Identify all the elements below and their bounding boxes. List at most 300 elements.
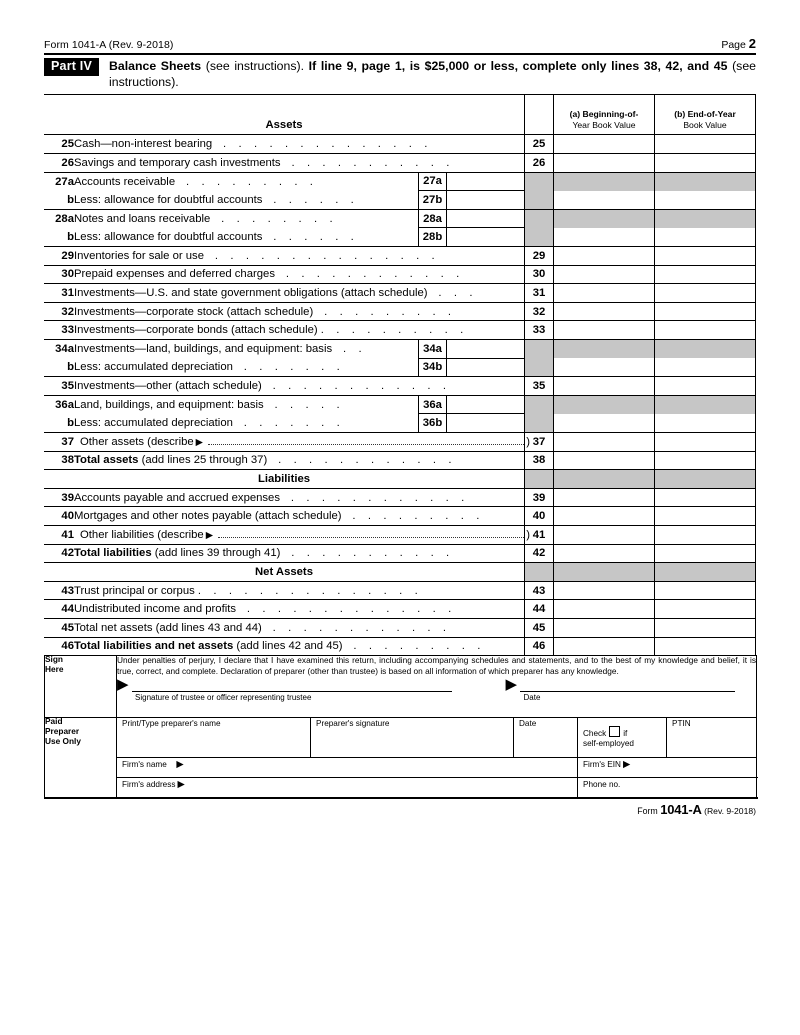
section-title-net-assets: Net Assets — [44, 563, 525, 582]
row-label: Undistributed income and profits — [74, 603, 237, 616]
dot-leader: . . . . . . . . . . . . — [264, 621, 451, 634]
row-label: Trust principal or corpus — [74, 584, 195, 597]
line-number: 29 — [525, 247, 554, 266]
column-header-row — [44, 95, 756, 135]
line-number-shaded — [525, 470, 554, 489]
row-label: Accounts receivable — [74, 175, 176, 188]
column-b-line1: (b) End-of-Year — [674, 109, 736, 120]
self-employed-line1 — [578, 726, 666, 738]
row-label: Prepaid expenses and deferred charges — [74, 268, 275, 281]
value-cell-b[interactable] — [655, 432, 756, 451]
row-label: Less: accumulated depreciation — [74, 416, 233, 429]
column-a-line1: (a) Beginning-of- — [569, 109, 639, 120]
value-cell-a[interactable] — [554, 247, 655, 266]
row-label: Investments—U.S. and state government obligations (attach schedule) — [74, 287, 428, 300]
row-label: Accounts payable and accrued expenses — [74, 491, 280, 504]
row-label: Less: accumulated depreciation — [74, 361, 233, 374]
value-cell-a[interactable] — [554, 488, 655, 507]
value-cell-a[interactable] — [554, 358, 655, 377]
paid-preparer-line3: Use Only — [45, 735, 81, 746]
table-row — [44, 228, 756, 247]
row-description — [74, 414, 419, 433]
table-row — [44, 618, 756, 637]
right-arrow-icon: ▶ — [195, 437, 203, 449]
firm-ein-field[interactable] — [578, 758, 757, 778]
part-title — [109, 58, 756, 90]
page-header — [44, 36, 756, 53]
value-cell-b[interactable] — [655, 191, 756, 210]
row-description — [74, 284, 525, 303]
row-description — [74, 302, 525, 321]
row-number: 43 — [44, 581, 74, 600]
value-cell-a[interactable] — [554, 544, 655, 563]
firm-address-label: Firm's address ▶ — [122, 779, 185, 791]
row-description — [74, 581, 525, 600]
row-description — [74, 544, 525, 563]
value-cell-b[interactable] — [655, 247, 756, 266]
row-number: 39 — [44, 488, 74, 507]
ptin-field[interactable] — [667, 717, 757, 758]
row-description — [74, 340, 419, 359]
dot-leader: . . . . . . . . . . . . — [270, 454, 457, 467]
table-row — [44, 637, 756, 656]
table-row — [44, 284, 756, 303]
dot-leader: . . . . . . . . . . . . — [264, 379, 451, 392]
firm-ein-label: Firm's EIN ▶ — [583, 759, 631, 771]
dot-leader: . . . . . . . . . — [344, 510, 484, 523]
column-a-header — [554, 95, 655, 135]
sub-line-number: 36b — [419, 414, 447, 433]
line-number: 30 — [525, 265, 554, 284]
row-number: 35 — [44, 377, 74, 396]
line-number: 44 — [525, 600, 554, 619]
row-label: Mortgages and other notes payable (attach schedule) — [74, 510, 342, 523]
row-description — [74, 321, 525, 340]
value-cell-b[interactable] — [655, 451, 756, 470]
dot-leader: . . . . . . . — [236, 416, 345, 429]
sub-value-cell[interactable] — [447, 228, 525, 247]
row-description — [74, 154, 525, 173]
footer-revision: (Rev. 9-2018) — [704, 806, 756, 817]
dot-leader: . . — [335, 343, 367, 356]
describe-field[interactable] — [74, 529, 530, 541]
value-cell-a[interactable] — [554, 377, 655, 396]
dot-leader: . . . . . . — [265, 193, 359, 206]
phone-field[interactable] — [578, 778, 757, 799]
row-label: Investments—corporate stock (attach schedule) — [74, 305, 314, 318]
line-number-shaded — [525, 340, 554, 377]
dot-leader: . . . . . . . . . . . . . . . — [197, 584, 423, 597]
row-description — [74, 135, 525, 154]
preparer-name-label: Print/Type preparer's name — [122, 719, 221, 729]
sign-here-label — [45, 655, 117, 718]
sub-line-number: 34a — [419, 340, 447, 359]
dot-leader: . . . . . . . . . . . . — [283, 491, 469, 504]
table-row — [44, 321, 756, 340]
value-cell-a-shaded — [554, 209, 655, 228]
sub-line-number: 36a — [419, 395, 447, 414]
check-word: Check — [583, 729, 607, 739]
signature-date-field[interactable] — [506, 677, 757, 718]
value-cell-b[interactable] — [655, 488, 756, 507]
if-word: if — [623, 729, 628, 739]
firm-name-label: Firm's name ▶ — [122, 759, 184, 771]
table-row — [44, 358, 756, 377]
part-title-balance-sheets: Balance Sheets — [109, 59, 202, 73]
dot-leader: . . . . . . . . . — [178, 175, 318, 188]
describe-field[interactable] — [74, 436, 530, 448]
paid-preparer-label — [45, 717, 117, 798]
dot-leader: . . . . . . . . . . — [320, 324, 468, 337]
row-number: 41 — [44, 525, 74, 544]
line-number: 35 — [525, 377, 554, 396]
sub-line-number: 34b — [419, 358, 447, 377]
line-number: 45 — [525, 618, 554, 637]
footer-form-word: Form — [637, 806, 658, 817]
sub-value-cell[interactable] — [447, 209, 525, 228]
footer-form-number: 1041-A — [660, 802, 702, 818]
sub-value-cell[interactable] — [447, 358, 525, 377]
row-number: 34a — [44, 340, 74, 359]
value-cell-b[interactable] — [655, 600, 756, 619]
preparer-signature-field[interactable] — [311, 717, 514, 758]
row-description — [74, 191, 419, 210]
dot-leader: . . . . . . . . . . . . . . . — [207, 249, 440, 262]
line-number: 40 — [525, 507, 554, 526]
value-cell-a[interactable] — [554, 302, 655, 321]
row-number: b — [67, 416, 74, 429]
value-cell-a[interactable] — [554, 321, 655, 340]
line-number: 31 — [525, 284, 554, 303]
form-sheet — [44, 36, 756, 817]
dot-leader: . . . . . . . . . — [345, 640, 485, 653]
row-number: b — [67, 193, 74, 206]
row-number: 29 — [44, 247, 74, 266]
value-cell-a[interactable] — [554, 414, 655, 433]
value-cell-b[interactable] — [655, 358, 756, 377]
form-footer — [44, 799, 756, 817]
row-description — [74, 247, 525, 266]
value-cell-b[interactable] — [655, 525, 756, 544]
close-paren: ) — [526, 528, 530, 541]
value-cell-a[interactable] — [554, 284, 655, 303]
page-label: Page — [721, 39, 746, 51]
value-cell-b[interactable] — [655, 284, 756, 303]
right-arrow-icon: ▶ — [205, 530, 213, 542]
preparer-date-label: Date — [519, 719, 537, 729]
part-title-see-instructions-1: (see instructions). — [205, 59, 305, 73]
line-number-shaded — [525, 563, 554, 582]
value-cell-a[interactable] — [554, 265, 655, 284]
table-row — [44, 600, 756, 619]
value-cell-a-shaded — [554, 395, 655, 414]
row-number: 37 — [44, 432, 74, 451]
row-description — [74, 265, 525, 284]
paid-preparer-line2: Preparer — [45, 725, 80, 736]
sub-line-number: 28b — [419, 228, 447, 247]
paid-preparer-line1: Paid — [45, 716, 63, 727]
line-number: 33 — [525, 321, 554, 340]
row-number: 26 — [44, 154, 74, 173]
value-cell-b[interactable] — [655, 507, 756, 526]
date-caption: Date — [523, 693, 541, 703]
row-description — [74, 488, 525, 507]
value-cell-a[interactable] — [554, 228, 655, 247]
table-row — [44, 544, 756, 563]
row-description — [74, 525, 530, 544]
line-number: 43 — [525, 581, 554, 600]
line-number-shaded — [525, 395, 554, 432]
value-cell-b[interactable] — [655, 377, 756, 396]
part-iv-header — [44, 55, 756, 95]
row-label: Investments—corporate bonds (attach schedule) — [74, 324, 318, 337]
table-row — [44, 172, 756, 191]
row-description — [74, 637, 525, 656]
sign-here-line2: Here — [45, 663, 64, 674]
value-cell-a[interactable] — [554, 637, 655, 656]
table-row — [44, 414, 756, 433]
row-number: 40 — [44, 507, 74, 526]
dot-leader: . . . . . . . — [236, 361, 345, 374]
table-row — [44, 581, 756, 600]
balance-sheet-table — [44, 95, 756, 656]
write-in-line[interactable] — [208, 437, 524, 445]
table-row — [44, 525, 756, 544]
value-cell-b[interactable] — [655, 154, 756, 173]
part-title-threshold: If line 9, page 1, is $25,000 or less, complete only lines 38, 42, and 45 — [308, 59, 728, 73]
sign-here-line1: Sign — [45, 654, 63, 665]
row-description — [74, 432, 530, 451]
line-number-shaded — [525, 172, 554, 209]
row-number: 42 — [44, 544, 74, 563]
table-row — [44, 451, 756, 470]
dot-leader: . . . . . — [266, 398, 345, 411]
sub-line-number: 27b — [419, 191, 447, 210]
close-paren: ) — [526, 435, 530, 448]
row-label: Other assets (describe — [80, 435, 194, 448]
row-number: 38 — [44, 451, 74, 470]
row-label: Land, buildings, and equipment: basis — [74, 398, 264, 411]
row-label: Notes and loans receivable — [74, 212, 211, 225]
dot-leader: . . . — [430, 287, 478, 300]
value-cell-b[interactable] — [655, 414, 756, 433]
right-arrow-icon: ▶ — [117, 676, 129, 694]
dot-leader: . . . . . . . . . . . . . . — [239, 603, 456, 616]
value-cell-a-shaded — [554, 470, 655, 489]
row-description — [74, 395, 419, 414]
row-description — [74, 618, 525, 637]
value-cell-a-shaded — [554, 340, 655, 359]
perjury-statement: Under penalties of perjury, I declare that I have examined this return, including accompanying schedules and statements, and to the best of my knowledge and belief, it is true, correct, and complete. Declaration of preparer (other than trustee) is based on all information of which preparer has any knowledge. — [117, 655, 757, 676]
value-cell-b-shaded — [655, 395, 756, 414]
column-a-line2: Year Book Value — [572, 120, 636, 131]
value-cell-a[interactable] — [554, 525, 655, 544]
row-label: Less: allowance for doubtful accounts — [74, 193, 263, 206]
value-cell-a[interactable] — [554, 600, 655, 619]
value-cell-a-shaded — [554, 172, 655, 191]
value-cell-b-shaded — [655, 470, 756, 489]
firm-name-field[interactable] — [117, 758, 578, 778]
row-description — [74, 377, 525, 396]
row-label: Total net assets (add lines 43 and 44) — [74, 621, 262, 634]
row-description — [74, 228, 419, 247]
value-cell-b[interactable] — [655, 321, 756, 340]
row-label: Cash—non-interest bearing — [74, 138, 213, 151]
row-number: 45 — [44, 618, 74, 637]
line-number: 26 — [525, 154, 554, 173]
row-description — [74, 358, 419, 377]
line-number: 42 — [525, 544, 554, 563]
sign-here-block — [44, 655, 757, 718]
signature-caption: Signature of trustee or officer representing trustee — [135, 693, 312, 703]
value-cell-b-shaded — [655, 563, 756, 582]
phone-label: Phone no. — [583, 780, 621, 790]
row-label: (add lines 42 and 45) — [236, 640, 343, 653]
value-cell-b[interactable] — [655, 618, 756, 637]
right-arrow-icon: ▶ — [177, 779, 185, 791]
right-arrow-icon: ▶ — [171, 759, 184, 771]
dot-leader: . . . . . . — [265, 230, 359, 243]
value-cell-a[interactable] — [554, 432, 655, 451]
sub-value-cell[interactable] — [447, 340, 525, 359]
row-number: 30 — [44, 265, 74, 284]
preparer-signature-label: Preparer's signature — [316, 719, 390, 729]
dot-leader: . . . . . . . . . . . — [283, 547, 454, 560]
table-row — [44, 488, 756, 507]
row-label-bold: Total assets — [74, 454, 139, 467]
table-row — [44, 377, 756, 396]
part-number-badge: Part IV — [44, 58, 99, 76]
line-number: 46 — [525, 637, 554, 656]
sub-line-number: 27a — [419, 172, 447, 191]
table-row — [44, 302, 756, 321]
sub-value-cell[interactable] — [447, 395, 525, 414]
value-cell-b[interactable] — [655, 265, 756, 284]
line-number: 41 — [525, 525, 554, 544]
paid-preparer-block — [44, 717, 757, 799]
table-row — [44, 209, 756, 228]
write-in-line[interactable] — [218, 530, 524, 538]
sub-value-cell[interactable] — [447, 191, 525, 210]
row-label: Less: allowance for doubtful accounts — [74, 230, 263, 243]
value-cell-b[interactable] — [655, 637, 756, 656]
table-row — [44, 247, 756, 266]
row-number: b — [67, 230, 74, 243]
line-number: 39 — [525, 488, 554, 507]
dot-leader: . . . . . . . . . . . — [283, 156, 454, 169]
preparer-date-field[interactable] — [514, 717, 578, 758]
value-cell-a[interactable] — [554, 154, 655, 173]
value-cell-b[interactable] — [655, 228, 756, 247]
row-number: 27a — [44, 172, 74, 191]
sub-value-cell[interactable] — [447, 172, 525, 191]
value-cell-b-shaded — [655, 209, 756, 228]
preparer-name-field[interactable] — [117, 717, 311, 758]
row-label: (add lines 39 through 41) — [154, 547, 281, 560]
table-row — [44, 265, 756, 284]
line-number: 37 — [525, 432, 554, 451]
part-title-see-instructions-2: (see instructions). — [109, 59, 756, 89]
value-cell-a-shaded — [554, 563, 655, 582]
self-employed-check-field[interactable] — [578, 717, 667, 758]
section-title-assets: Assets — [265, 119, 303, 132]
line-number: 38 — [525, 451, 554, 470]
table-row — [44, 340, 756, 359]
row-description — [74, 172, 419, 191]
row-label: Investments—land, buildings, and equipment: basis — [74, 343, 333, 356]
row-number: 33 — [44, 321, 74, 340]
sub-line-number: 28a — [419, 209, 447, 228]
section-header-row — [44, 470, 756, 489]
row-number: 46 — [44, 637, 74, 656]
table-row — [44, 154, 756, 173]
row-number: 44 — [44, 600, 74, 619]
row-number: b — [67, 361, 74, 374]
row-description — [74, 451, 525, 470]
firm-address-field[interactable] — [117, 778, 578, 799]
row-label: Investments—other (attach schedule) — [74, 379, 262, 392]
table-row — [44, 432, 756, 451]
row-number: 31 — [44, 284, 74, 303]
right-arrow-icon: ▶ — [505, 676, 518, 694]
value-cell-b[interactable] — [655, 302, 756, 321]
value-cell-a[interactable] — [554, 618, 655, 637]
dot-leader: . . . . . . . . . . . . . . — [215, 138, 432, 151]
table-row — [44, 395, 756, 414]
sub-value-cell[interactable] — [447, 414, 525, 433]
section-header-row — [44, 563, 756, 582]
ptin-label: PTIN — [672, 719, 691, 729]
form-identifier: Form 1041-A (Rev. 9-2018) — [44, 39, 174, 51]
table-row — [44, 135, 756, 154]
row-number: 36a — [44, 395, 74, 414]
row-description — [74, 507, 525, 526]
row-label-bold: Total liabilities and net assets — [74, 640, 234, 653]
row-description — [74, 600, 525, 619]
page-indicator — [721, 36, 756, 51]
value-cell-b[interactable] — [655, 135, 756, 154]
dot-leader: . . . . . . . . . . . . — [278, 268, 464, 281]
row-label: Other liabilities (describe — [80, 528, 204, 541]
right-arrow-icon: ▶ — [622, 759, 631, 771]
value-cell-a[interactable] — [554, 191, 655, 210]
column-b-header — [655, 95, 756, 135]
value-cell-b[interactable] — [655, 544, 756, 563]
column-b-line2: Book Value — [683, 120, 727, 131]
value-cell-a[interactable] — [554, 507, 655, 526]
line-number: 32 — [525, 302, 554, 321]
value-cell-a[interactable] — [554, 135, 655, 154]
value-cell-a[interactable] — [554, 451, 655, 470]
row-label: Savings and temporary cash investments — [74, 156, 281, 169]
value-cell-a[interactable] — [554, 581, 655, 600]
self-employed-checkbox[interactable] — [609, 726, 620, 737]
page-number: 2 — [748, 36, 756, 51]
dot-leader: . . . . . . . . — [213, 212, 338, 225]
row-number: 25 — [44, 135, 74, 154]
value-cell-b[interactable] — [655, 581, 756, 600]
table-row — [44, 191, 756, 210]
signature-field[interactable] — [117, 677, 506, 718]
dot-leader: . . . . . . . . . — [316, 305, 456, 318]
section-title-liabilities: Liabilities — [44, 470, 525, 489]
row-label: (add lines 25 through 37) — [141, 454, 268, 467]
row-number: 28a — [44, 209, 74, 228]
row-description — [74, 209, 419, 228]
value-cell-b-shaded — [655, 340, 756, 359]
line-number: 25 — [525, 135, 554, 154]
value-cell-b-shaded — [655, 172, 756, 191]
